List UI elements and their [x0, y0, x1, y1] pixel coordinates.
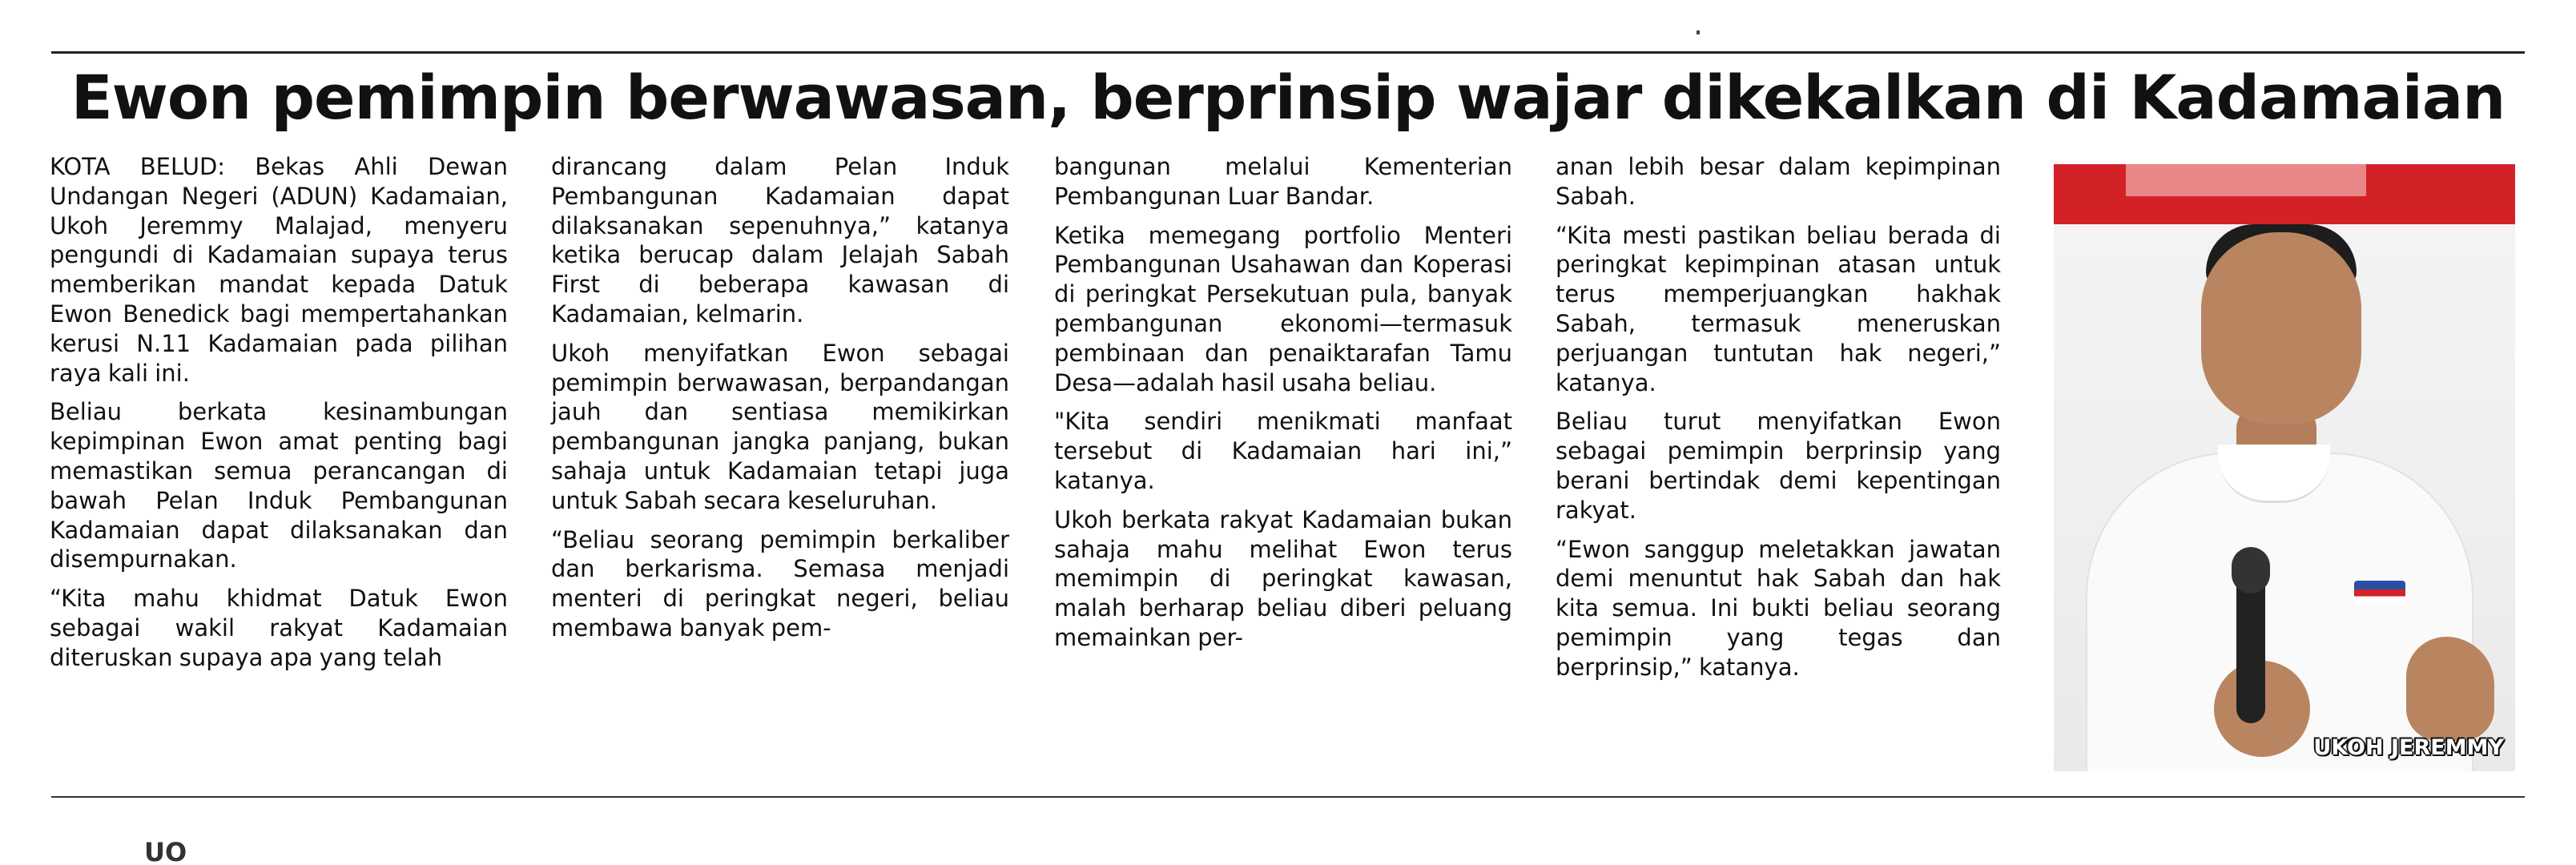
column-2	[551, 152, 1009, 653]
paragraph: Beliau turut menyifatkan Ewon sebagai pemimpin berprinsip yang berani bertindak demi kepentingan rakyat.	[1556, 408, 2001, 524]
print-speck	[1697, 30, 1700, 34]
column-1	[50, 152, 508, 682]
paragraph: KOTA BELUD: Bekas Ahli Dewan Undangan Negeri (ADUN) Kadamaian, Ukoh Jeremmy Malajad, menyeru pengundi di Kadamaian supaya terus memberikan mandat kepada Datuk Ewon Benedick bagi mempertahankan kerusi N.11 Kadamaian pada pilihan raya kali ini.	[50, 153, 508, 387]
photo-hand-right	[2406, 637, 2494, 741]
column-3	[1054, 152, 1512, 662]
paragraph: anan lebih besar dalam kepimpinan Sabah.	[1556, 153, 2001, 210]
footer-fragment: UO	[144, 837, 187, 862]
paragraph: “Kita mahu khidmat Datuk Ewon sebagai wakil rakyat Kadamaian diteruskan supaya apa yang telah	[50, 585, 508, 671]
paragraph: “Ewon sanggup meletakkan jawatan demi menuntut hak Sabah dan hak kita semua. Ini bukti beliau seorang pemimpin yang tegas dan berprinsip,” katanya.	[1556, 535, 2001, 681]
paragraph: dirancang dalam Pelan Induk Pembangunan Kadamaian dapat dilaksanakan sepenuhnya,” katanya ketika berucap dalam Jelajah Sabah First di beberapa kawasan di Kadamaian, kelmarin.	[551, 153, 1009, 328]
microphone-head-icon	[2232, 547, 2270, 593]
headline: Ewon pemimpin berwawasan, berprinsip wajar dikekalkan di Kadamaian	[70, 62, 2506, 133]
shirt-logo-icon	[2354, 581, 2405, 603]
column-4	[1556, 152, 2001, 692]
paragraph: Ukoh menyifatkan Ewon sebagai pemimpin berwawasan, berpandangan jauh dan sentiasa memikirkan pembangunan jangka panjang, bukan sahaja untuk Kadamaian tetapi juga untuk Sabah secara keseluruhan.	[551, 339, 1009, 514]
photo-head	[2201, 232, 2361, 424]
paragraph: "Kita sendiri menikmati manfaat tersebut di Kadamaian hari ini,” katanya.	[1054, 408, 1512, 494]
photo-credit: UKOH JEREMMY	[2313, 735, 2504, 760]
speaker-photo	[2054, 164, 2515, 771]
paragraph: “Beliau seorang pemimpin berkaliber dan berkarisma. Semasa menjadi menteri di peringkat negeri, beliau membawa banyak pem-	[551, 525, 1009, 642]
top-rule	[51, 51, 2525, 54]
paragraph: Ukoh berkata rakyat Kadamaian bukan sahaja mahu melihat Ewon terus memimpin di peringkat kawasan, malah berharap beliau diberi peluang memainkan per-	[1054, 505, 1512, 651]
paragraph: Beliau berkata kesinambungan kepimpinan Ewon amat penting bagi memastikan semua perancangan di bawah Pelan Induk Pembangunan Kadamaian dapat dilaksanakan dan disempurnakan.	[50, 398, 508, 573]
bottom-rule	[51, 796, 2525, 798]
paragraph: Ketika memegang portfolio Menteri Pembangunan Usahawan dan Koperasi di peringkat Persekutuan pula, banyak pembangunan ekonomi—termasuk pembinaan dan penaiktarafan Tamu Desa—adalah hasil usaha beliau.	[1054, 221, 1512, 396]
photo-banner-highlight	[2126, 164, 2366, 196]
paragraph: “Kita mesti pastikan beliau berada di peringkat kepimpinan atasan untuk terus memperjuangkan hakhak Sabah, termasuk meneruskan perjuangan tuntutan hak negeri,” katanya.	[1556, 221, 2001, 396]
paragraph: bangunan melalui Kementerian Pembangunan Luar Bandar.	[1054, 153, 1512, 210]
